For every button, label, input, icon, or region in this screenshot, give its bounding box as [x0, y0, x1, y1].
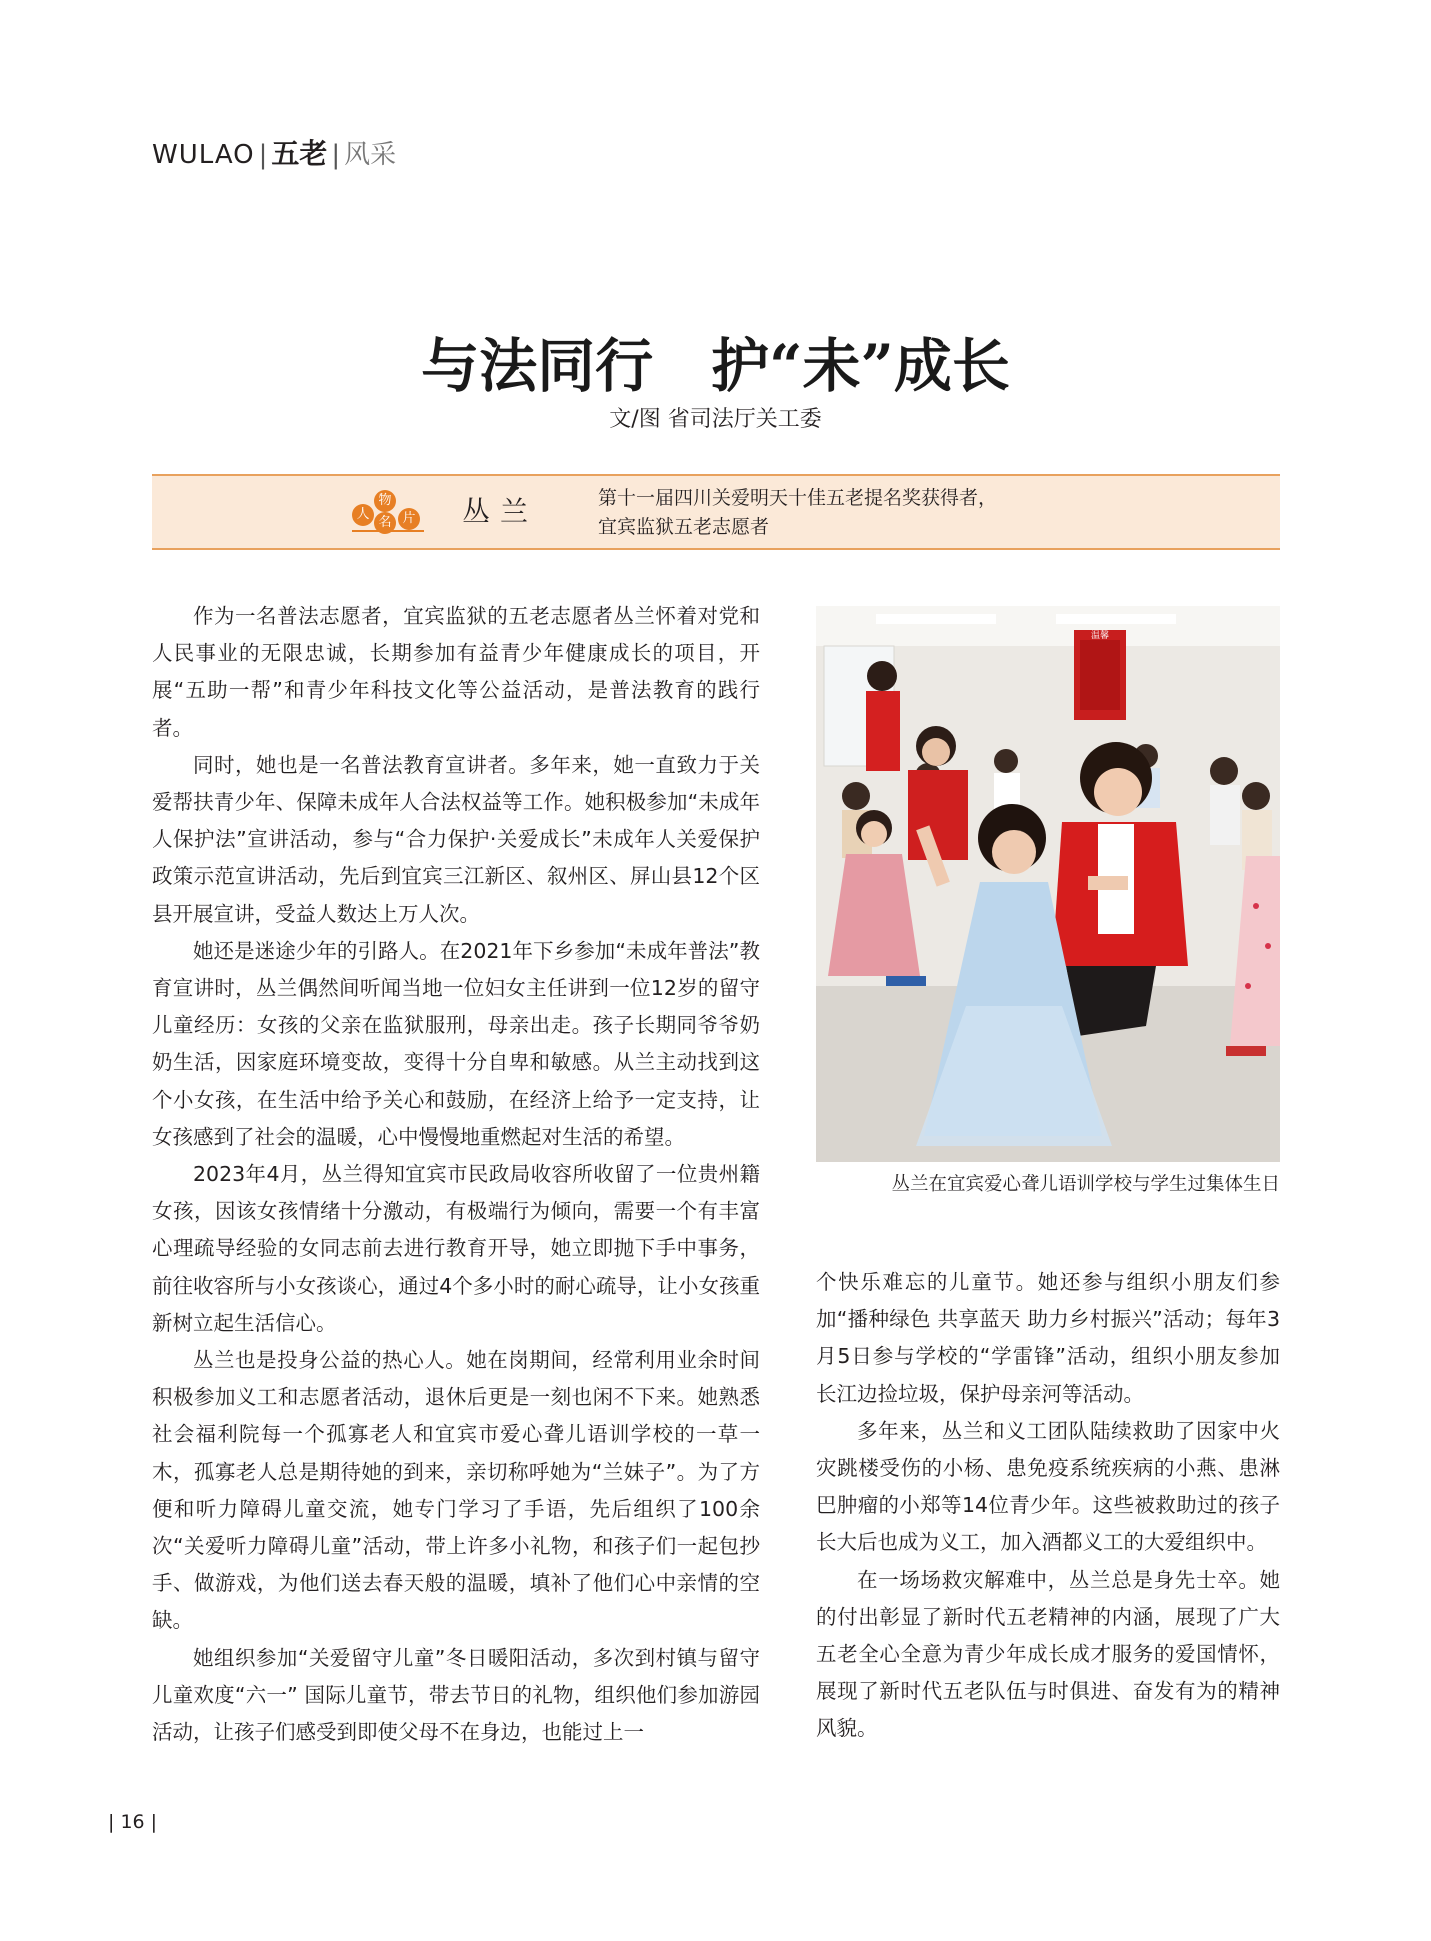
body-paragraph: 丛兰也是投身公益的热心人。她在岗期间，经常利用业余时间积极参加义工和志愿者活动，退休后更是一刻也闲不下来。她熟悉社会福利院每一个孤寡老人和宜宾市爱心聋儿语训学校的一草一木，孤寡老人总是期待她的到来，亲切称呼她为“兰妹子”。为了方便和听力障碍儿童交流，她专门学习了手语，先后组织了100余次“关爱听力障碍儿童”活动，带上许多小礼物，和孩子们一起包抄手、做游戏，为他们送去春天般的温暖，填补了他们心中亲情的空缺。 — [152, 1348, 760, 1633]
article-byline: 文/图 省司法厅关工委 — [609, 407, 822, 432]
body-column-left — [152, 598, 760, 1751]
page-number-value: 16 — [120, 1811, 145, 1833]
section-header-cn: 五老 — [271, 137, 328, 170]
section-divider: | — [331, 140, 341, 170]
badge-underline — [352, 530, 424, 532]
wall-sign: 温馨 — [1090, 631, 1110, 641]
badge-char: 片 — [398, 508, 420, 530]
photo-illustration — [816, 606, 1280, 1162]
page-number: | 16 | — [108, 1811, 158, 1833]
profile-description-line: 第十一届四川关爱明天十佳五老提名奖获得者， — [598, 487, 998, 509]
badge-char: 物 — [374, 490, 396, 512]
body-paragraph: 2023年4月，丛兰得知宜宾市民政局收容所收留了一位贵州籍女孩，因该女孩情绪十分激动，有极端行为倾向，需要一个有丰富心理疏导经验的女同志前去进行教育开导，她立即抛下手中事务，前往收容所与小女孩谈心，通过4个多小时的耐心疏导，让小女孩重新树立起生活信心。 — [152, 1162, 760, 1335]
section-divider: | — [258, 140, 268, 170]
body-column-right — [816, 1264, 1280, 1748]
article-title: 与法同行 护“未”成长 — [421, 332, 1010, 400]
section-subheader: 风采 — [344, 140, 397, 170]
article-photo — [816, 606, 1280, 1162]
body-paragraph: 作为一名普法志愿者，宜宾监狱的五老志愿者丛兰怀着对党和人民事业的无限忠诚，长期参加有益青少年健康成长的项目，开展“五助一帮”和青少年科技文化等公益活动，是普法教育的践行者。 — [152, 604, 760, 740]
section-header-en: WULAO — [152, 140, 255, 170]
body-paragraph: 在一场场救灾解难中，丛兰总是身先士卒。她的付出彰显了新时代五老精神的内涵，展现了广大五老全心全意为青少年成长成才服务的爱国情怀，展现了新时代五老队伍与时俱进、奋发有为的精神风貌。 — [816, 1567, 1280, 1741]
body-paragraph: 同时，她也是一名普法教育宣讲者。多年来，她一直致力于关爱帮扶青少年、保障未成年人合法权益等工作。她积极参加“未成年人保护法”宣讲活动，参与“合力保护·关爱成长”未成年人关爱保护政策示范宣讲活动，先后到宜宾三江新区、叙州区、屏山县12个区县开展宣讲，受益人数达上万人次。 — [152, 752, 760, 926]
body-paragraph: 多年来，丛兰和义工团队陆续救助了因家中火灾跳楼受伤的小杨、患免疫系统疾病的小燕、患淋巴肿瘤的小郑等14位青少年。这些被救助过的孩子长大后也成为义工，加入酒都义工的大爱组织中。 — [816, 1418, 1280, 1555]
body-paragraph: 她组织参加“关爱留守儿童”冬日暖阳活动，多次到村镇与留守儿童欢度“六一” 国际儿童节，带去节日的礼物，组织他们参加游园活动，让孩子们感受到即使父母不在身边，也能过上一 — [152, 1645, 760, 1745]
body-paragraph: 个快乐难忘的儿童节。她还参与组织小朋友们参加“播种绿色 共享蓝天 助力乡村振兴”活动；每年3月5日参与学校的“学雷锋”活动，组织小朋友参加长江边捡垃圾，保护母亲河等活动。 — [816, 1270, 1280, 1406]
section-header — [152, 137, 396, 172]
badge-char: 名 — [374, 512, 396, 534]
profile-name: 丛兰 — [462, 495, 539, 528]
badge-char: 人 — [352, 504, 374, 526]
photo-caption: 丛兰在宜宾爱心聋儿语训学校与学生过集体生日 — [891, 1174, 1280, 1195]
body-paragraph: 她还是迷途少年的引路人。在2021年下乡参加“未成年普法”教育宣讲时，丛兰偶然间听闻当地一位妇女主任讲到一位12岁的留守儿童经历：女孩的父亲在监狱服刑，母亲出走。孩子长期同爷爷奶奶生活，因家庭环境变故，变得十分自卑和敏感。从兰主动找到这个小女孩，在生活中给予关心和鼓励，在经济上给予一定支持，让女孩感到了社会的温暖，心中慢慢地重燃起对生活的希望。 — [152, 938, 760, 1149]
person-card-badge-icon — [352, 490, 424, 534]
profile-description — [598, 484, 1258, 542]
profile-box — [152, 474, 1280, 550]
profile-description-line: 宜宾监狱五老志愿者 — [598, 516, 770, 538]
